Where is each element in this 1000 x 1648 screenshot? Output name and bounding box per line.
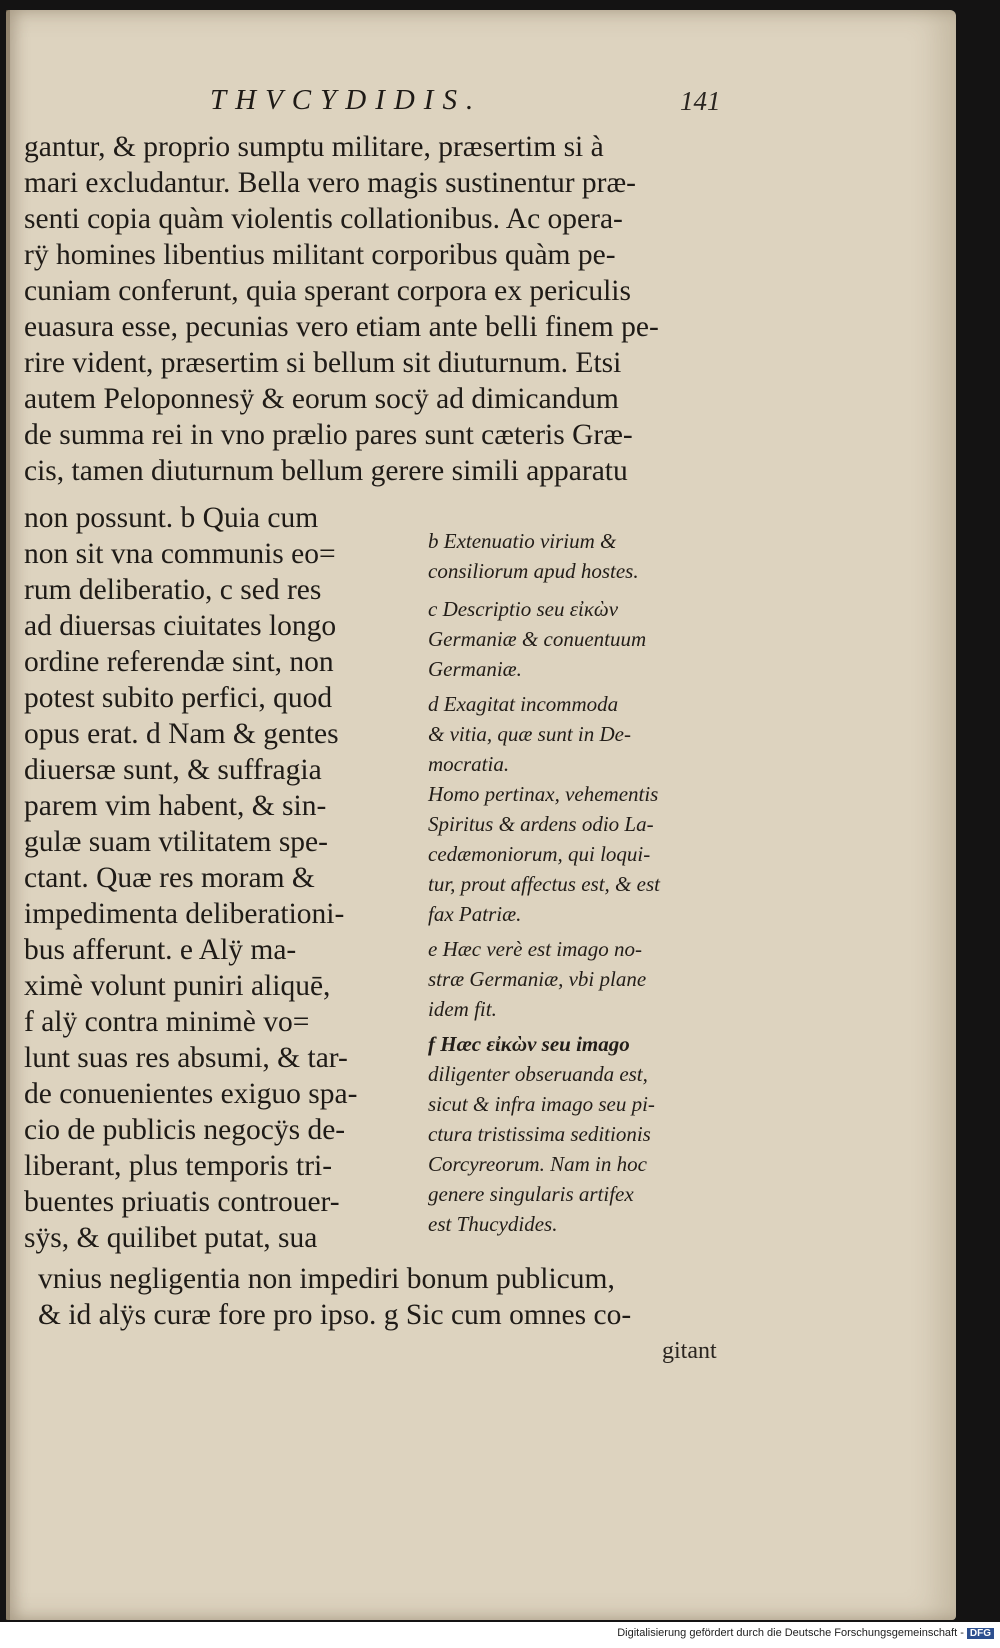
- note-line: Corcyreorum. Nam in hoc: [428, 1152, 647, 1176]
- page-gutter: [6, 10, 10, 1620]
- text-line: gantur, & proprio sumptu militare, præsertim si à: [24, 131, 604, 163]
- note-line: Germaniæ & conuentuum: [428, 627, 647, 651]
- funding-footer: [617, 1627, 994, 1639]
- note-line: d Exagitat incommoda: [428, 692, 619, 716]
- note-line: tur, prout affectus est, & est: [428, 872, 660, 896]
- text-line: lunt suas res absumi, & tar-: [24, 1042, 348, 1074]
- text-line: autem Peloponnesÿ & eorum socÿ ad dimicandum: [24, 383, 619, 415]
- text-line: diuersæ sunt, & suffragia: [24, 754, 322, 786]
- text-line: cio de publicis negocÿs de-: [24, 1114, 346, 1146]
- note-line: mocratia.: [428, 752, 510, 776]
- note-line: Spiritus & ardens odio La-: [428, 812, 654, 836]
- text-line: rum deliberatio, c sed res: [24, 574, 322, 606]
- text-line: euasura esse, pecunias vero etiam ante belli finem pe-: [24, 311, 659, 343]
- text-line: bus afferunt. e Alÿ ma-: [24, 934, 297, 966]
- text-line: potest subito perfici, quod: [24, 682, 333, 714]
- dfg-logo: DFG: [967, 1628, 994, 1639]
- text-line: & id alÿs curæ fore pro ipso. g Sic cum omnes co-: [38, 1299, 632, 1331]
- note-line: idem fit.: [428, 997, 497, 1021]
- note-line: c Descriptio seu εἰκὼν: [428, 597, 619, 621]
- note-line: consiliorum apud hostes.: [428, 559, 639, 583]
- text-line: ctant. Quæ res moram &: [24, 862, 315, 894]
- text-line: rÿ homines libentius militant corporibus quàm pe-: [24, 239, 616, 271]
- note-line: cedæmoniorum, qui loqui-: [428, 842, 651, 866]
- note-line: e Hæc verè est imago no-: [428, 937, 643, 961]
- text-line: parem vim habent, & sin-: [24, 790, 327, 822]
- note-line: est Thucydides.: [428, 1212, 558, 1236]
- text-line: non possunt. b Quia cum: [24, 502, 319, 534]
- text-line: vnius negligentia non impediri bonum publicum,: [38, 1263, 615, 1295]
- text-line: ximè volunt puniri aliquē,: [24, 970, 331, 1002]
- text-line: rire vident, præsertim si bellum sit diuturnum. Etsi: [24, 347, 622, 379]
- text-line: ad diuersas ciuitates longo: [24, 610, 337, 642]
- footer-text: Digitalisierung gefördert durch die Deutsche Forschungsgemeinschaft -: [617, 1627, 964, 1639]
- note-line: Homo pertinax, vehementis: [428, 782, 659, 806]
- text-line: de conuenientes exiguo spa-: [24, 1078, 358, 1110]
- note-line: genere singularis artifex: [428, 1182, 634, 1206]
- note-line: & vitia, quæ sunt in De-: [428, 722, 631, 746]
- text-line: de summa rei in vno prælio pares sunt cæteris Græ-: [24, 419, 633, 451]
- text-line: opus erat. d Nam & gentes: [24, 718, 339, 750]
- page-number: 141: [680, 86, 721, 116]
- text-line: buentes priuatis controuer-: [24, 1186, 340, 1218]
- note-line: fax Patriæ.: [428, 902, 522, 926]
- text-line: f alÿ contra minimè vo=: [24, 1006, 310, 1038]
- text-line: ordine referendæ sint, non: [24, 646, 334, 678]
- text-line: sÿs, & quilibet putat, sua: [24, 1222, 318, 1254]
- note-line: ctura tristissima seditionis: [428, 1122, 651, 1146]
- text-line: mari excludantur. Bella vero magis sustinentur præ-: [24, 167, 636, 199]
- note-line: stræ Germaniæ, vbi plane: [428, 967, 647, 991]
- text-line: senti copia quàm violentis collationibus. Ac opera-: [24, 203, 623, 235]
- text-line: non sit vna communis eo=: [24, 538, 336, 570]
- running-head: THVCYDIDIS.: [210, 84, 483, 116]
- text-line: gulæ suam vtilitatem spe-: [24, 826, 328, 858]
- catchword: gitant: [662, 1338, 717, 1364]
- text-line: cis, tamen diuturnum bellum gerere simili apparatu: [24, 455, 628, 487]
- note-line: Germaniæ.: [428, 657, 522, 681]
- note-line: b Extenuatio virium &: [428, 529, 617, 553]
- note-line: diligenter obseruanda est,: [428, 1062, 648, 1086]
- text-line: liberant, plus temporis tri-: [24, 1150, 333, 1182]
- note-line: f Hæc εἰκὼν seu imago: [428, 1032, 630, 1056]
- note-line: sicut & infra imago seu pi-: [428, 1092, 655, 1116]
- text-line: impedimenta deliberationi-: [24, 898, 345, 930]
- text-line: cuniam conferunt, quia sperant corpora ex periculis: [24, 275, 631, 307]
